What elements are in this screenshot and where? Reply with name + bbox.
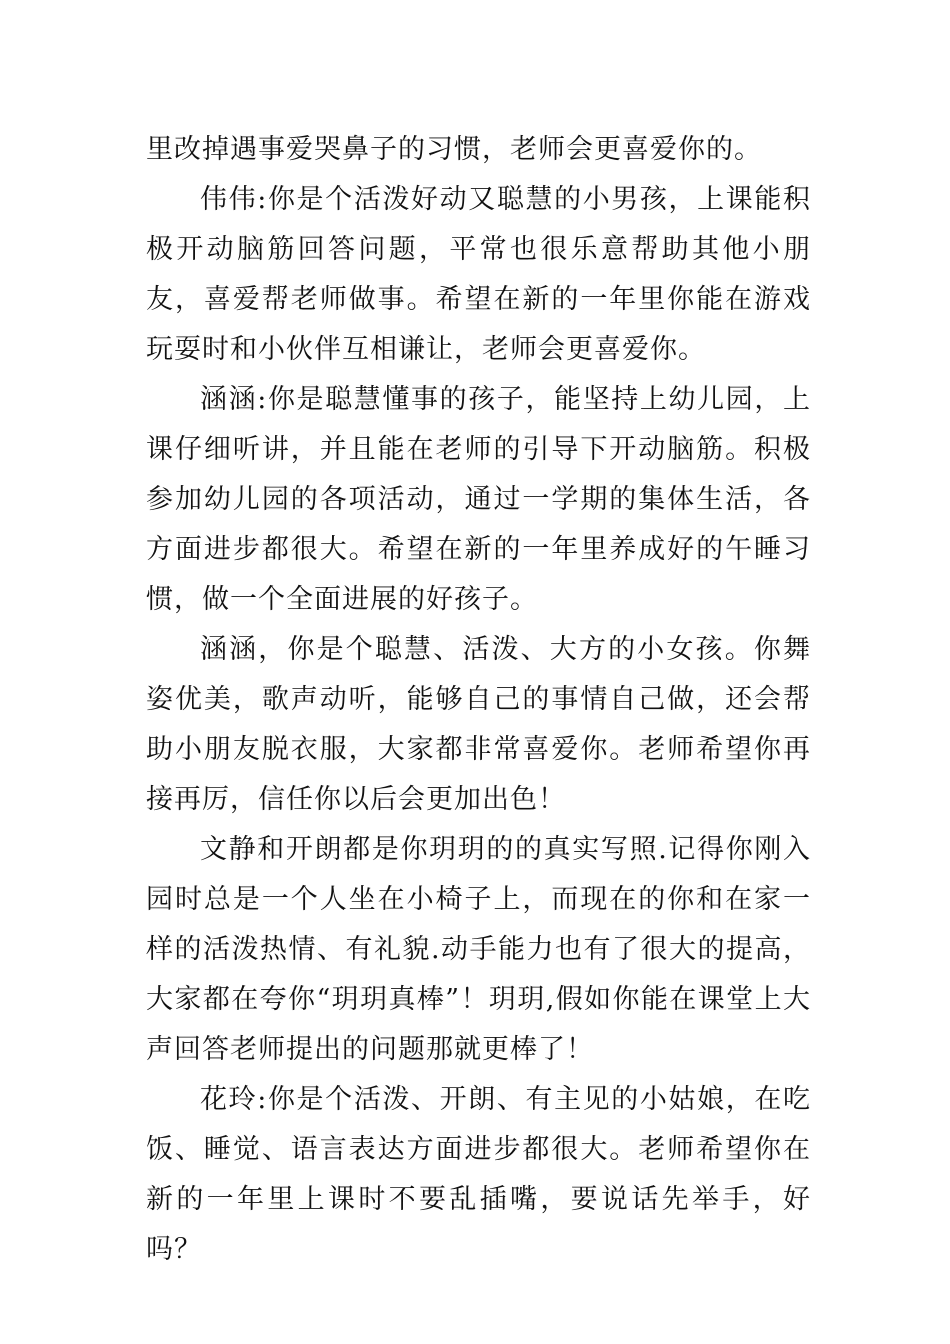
document-body — [146, 125, 811, 1275]
paragraph-hanhan-2: 涵涵，你是个聪慧、活泼、大方的小女孩。你舞姿优美，歌声动听，能够自己的事情自己做，还会帮助小朋友脱衣服，大家都非常喜爱你。老师希望你再接再厉，信任你以后会更加出色！ — [146, 634, 811, 815]
paragraph-weiwei: 伟伟:你是个活泼好动又聪慧的小男孩，上课能积极开动脑筋回答问题，平常也很乐意帮助其他小朋友，喜爱帮老师做事。希望在新的一年里你能在游戏玩耍时和小伙伴互相谦让，老师会更喜爱你。 — [146, 184, 811, 365]
paragraph-yueyue: 文静和开朗都是你玥玥的的真实写照.记得你刚入园时总是一个人坐在小椅子上，而现在的你和在家一样的活泼热情、有礼貌.动手能力也有了很大的提高，大家都在夸你“玥玥真棒”！玥玥,假如你能在课堂上大声回答老师提出的问题那就更棒了！ — [146, 834, 811, 1065]
paragraph-continuation: 里改掉遇事爱哭鼻子的习惯，老师会更喜爱你的。 — [146, 134, 762, 165]
paragraph-hualing: 花玲:你是个活泼、开朗、有主见的小姑娘，在吃饭、睡觉、语言表达方面进步都很大。老师希望你在新的一年里上课时不要乱插嘴，要说话先举手，好吗？ — [146, 1084, 811, 1265]
paragraph-hanhan-1: 涵涵:你是聪慧懂事的孩子，能坚持上幼儿园，上课仔细听讲，并且能在老师的引导下开动脑筋。积极参加幼儿园的各项活动，通过一学期的集体生活，各方面进步都很大。希望在新的一年里养成好的午睡习惯，做一个全面进展的好孩子。 — [146, 384, 811, 615]
